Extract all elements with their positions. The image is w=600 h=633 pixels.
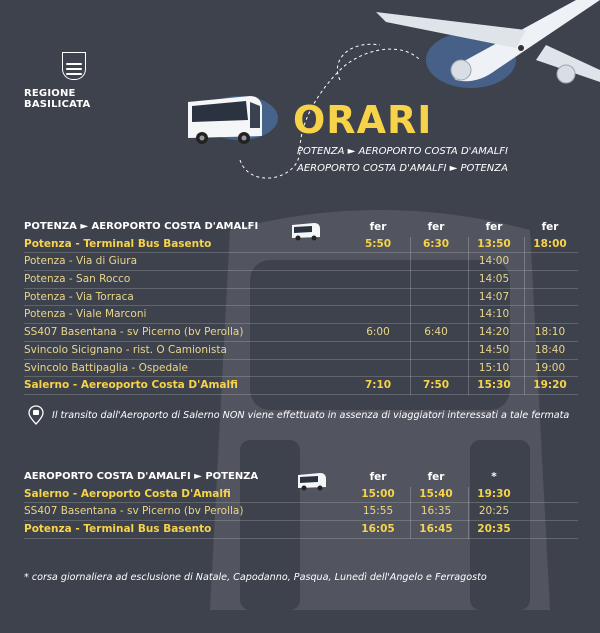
table-row bbox=[24, 342, 578, 360]
airplane-icon bbox=[376, 0, 600, 110]
timetable-outbound bbox=[24, 219, 578, 395]
departure-time: 15:30 bbox=[477, 379, 511, 392]
departure-time: 18:40 bbox=[534, 343, 566, 356]
table-header bbox=[24, 219, 578, 236]
departure-time: 7:10 bbox=[364, 379, 392, 392]
bus-icon bbox=[180, 88, 278, 150]
departure-time: 14:07 bbox=[478, 290, 510, 303]
table-title: AEROPORTO COSTA D'AMALFI ► POTENZA bbox=[24, 471, 259, 482]
stop-name: SS407 Basentana - sv Picerno (bv Perolla) bbox=[24, 505, 244, 518]
departure-time: 19:20 bbox=[533, 379, 567, 392]
stop-name: Potenza - Via Torraca bbox=[24, 290, 134, 303]
table-row bbox=[24, 236, 578, 254]
bus-stop-pin-icon bbox=[28, 405, 44, 425]
departure-time: 15:00 bbox=[361, 487, 395, 500]
stop-name: Potenza - Via di Giura bbox=[24, 255, 138, 268]
departure-time: 7:50 bbox=[422, 379, 450, 392]
timetable-return bbox=[24, 469, 578, 539]
departure-time: 16:05 bbox=[361, 523, 395, 536]
column-header: fer bbox=[541, 221, 559, 233]
column-divider bbox=[468, 237, 469, 395]
departure-time: 14:50 bbox=[478, 343, 510, 356]
table-row bbox=[24, 271, 578, 289]
table-row bbox=[24, 521, 578, 539]
region-logo bbox=[24, 52, 134, 110]
departure-time: 18:00 bbox=[533, 237, 567, 250]
column-header: fer bbox=[427, 221, 445, 233]
region-emblem-icon bbox=[62, 52, 86, 80]
departure-time: 6:30 bbox=[422, 237, 450, 250]
route-subtitle-outbound: POTENZA ► AEROPORTO COSTA D'AMALFI bbox=[297, 146, 508, 157]
page-title: ORARI bbox=[293, 98, 433, 142]
stop-name: Svincolo Battipaglia - Ospedale bbox=[24, 361, 188, 374]
table-header bbox=[24, 469, 578, 486]
stop-name: Potenza - Viale Marconi bbox=[24, 308, 147, 321]
departure-time: 16:45 bbox=[419, 523, 453, 536]
table-row bbox=[24, 360, 578, 378]
column-divider bbox=[410, 237, 411, 395]
route-subtitle-return: AEROPORTO COSTA D'AMALFI ► POTENZA bbox=[297, 163, 508, 174]
stop-name: Potenza - Terminal Bus Basento bbox=[24, 237, 212, 250]
table-row bbox=[24, 289, 578, 307]
departure-time: 14:10 bbox=[478, 308, 510, 321]
stop-name: Potenza - San Rocco bbox=[24, 273, 131, 286]
departure-time: 20:25 bbox=[478, 505, 510, 518]
departure-time: 6:40 bbox=[424, 326, 448, 339]
table-title: POTENZA ► AEROPORTO COSTA D'AMALFI bbox=[24, 221, 259, 232]
column-divider bbox=[410, 487, 411, 539]
table-row bbox=[24, 306, 578, 324]
column-header: fer bbox=[427, 471, 445, 483]
column-divider bbox=[468, 487, 469, 539]
departure-time: 14:05 bbox=[478, 273, 510, 286]
table-row bbox=[24, 503, 578, 521]
column-header: fer bbox=[369, 221, 387, 233]
departure-time: 13:50 bbox=[477, 237, 511, 250]
stop-name: Salerno - Aereoporto Costa D'Amalfi bbox=[24, 379, 238, 392]
table-row bbox=[24, 324, 578, 342]
table-row bbox=[24, 253, 578, 271]
footnote: * corsa giornaliera ad esclusione di Natale, Capodanno, Pasqua, Lunedì dell'Angelo e Ferragosto bbox=[24, 572, 487, 583]
departure-time: 15:55 bbox=[362, 505, 394, 518]
column-header: * bbox=[491, 471, 497, 483]
region-name: REGIONE BASILICATA bbox=[24, 88, 91, 110]
column-header: fer bbox=[369, 471, 387, 483]
stop-name: SS407 Basentana - sv Picerno (bv Perolla) bbox=[24, 326, 244, 339]
table-row bbox=[24, 377, 578, 395]
column-divider bbox=[524, 237, 525, 395]
airport-transit-note: Il transito dall'Aeroporto di Salerno NON viene effettuato in assenza di viaggiatori interessati a tale fermata bbox=[52, 410, 570, 421]
departure-time: 14:20 bbox=[478, 326, 510, 339]
departure-time: 5:50 bbox=[364, 237, 392, 250]
column-header: fer bbox=[485, 221, 503, 233]
departure-time: 19:00 bbox=[534, 361, 566, 374]
departure-time: 15:10 bbox=[478, 361, 510, 374]
departure-time: 18:10 bbox=[534, 326, 566, 339]
stop-name: Svincolo Sicignano - rist. O Camionista bbox=[24, 343, 227, 356]
departure-time: 20:35 bbox=[477, 523, 511, 536]
table-row bbox=[24, 486, 578, 504]
departure-time: 16:35 bbox=[420, 505, 452, 518]
departure-time: 14:00 bbox=[478, 255, 510, 268]
departure-time: 15:40 bbox=[419, 487, 453, 500]
stop-name: Potenza - Terminal Bus Basento bbox=[24, 523, 212, 536]
stop-name: Salerno - Aeroporto Costa D'Amalfi bbox=[24, 487, 231, 500]
departure-time: 6:00 bbox=[366, 326, 390, 339]
departure-time: 19:30 bbox=[477, 487, 511, 500]
